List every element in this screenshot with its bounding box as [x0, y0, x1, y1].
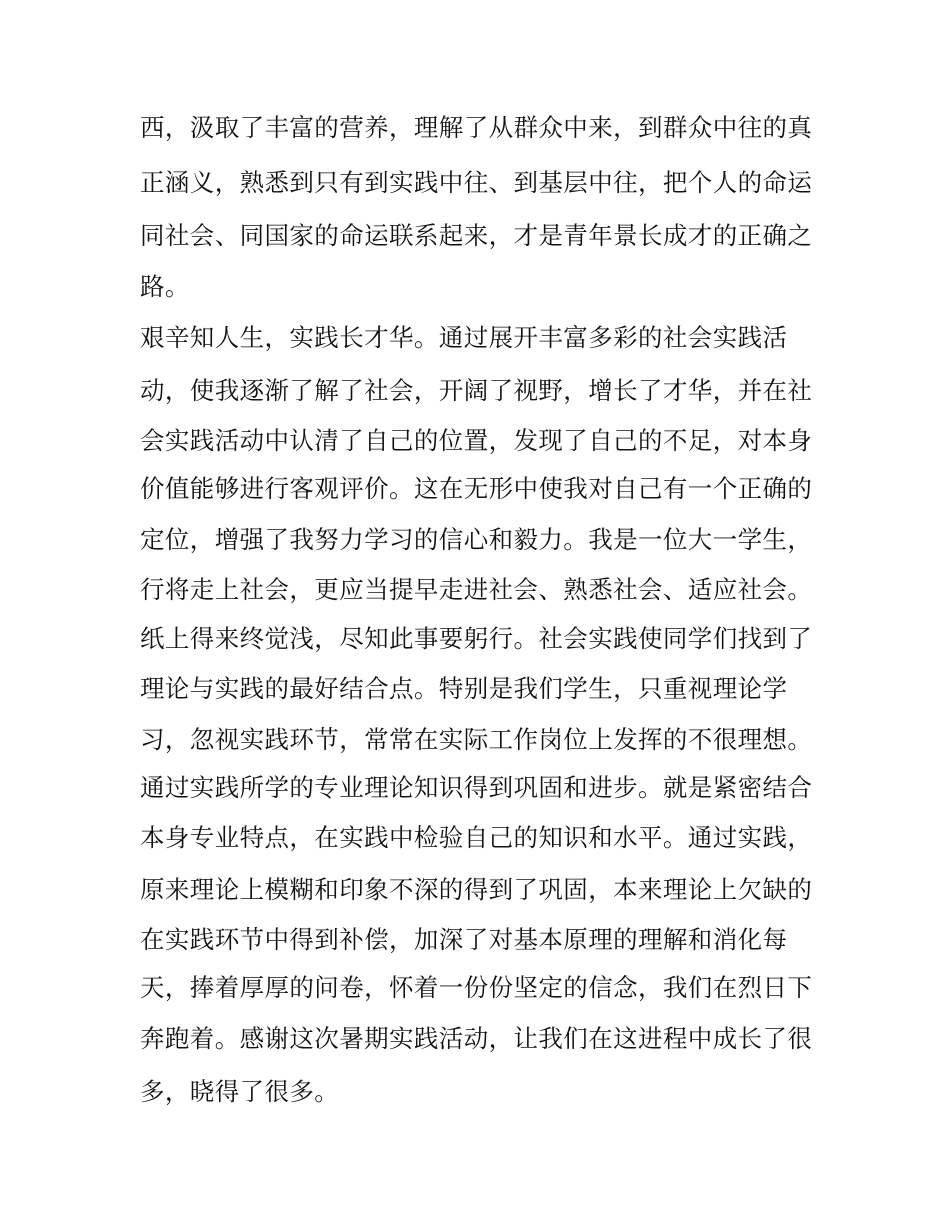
text-line: 行将走上社会，更应当提早走进社会、熟悉社会、适应社会。 [140, 575, 813, 604]
text-line: 本身专业特点，在实践中检验自己的知识和水平。通过实践， [140, 823, 813, 852]
text-line: 纸上得来终觉浅，尽知此事要躬行。社会实践使同学们找到了 [140, 624, 813, 653]
text-line: 在实践环节中得到补偿，加深了对基本原理的理解和消化每 [140, 925, 788, 954]
text-line: 定位，增强了我努力学习的信心和毅力。我是一位大一学生， [140, 525, 813, 554]
text-line: 正涵义，熟悉到只有到实践中往、到基层中往，把个人的命运 [140, 168, 813, 197]
text-line: 原来理论上模糊和印象不深的得到了巩固，本来理论上欠缺的 [140, 875, 813, 904]
text-line: 会实践活动中认清了自己的位置，发现了自己的不足，对本身 [140, 426, 813, 455]
text-line: 多，晓得了很多。 [140, 1077, 340, 1106]
text-line: 西，汲取了丰富的营养，理解了从群众中来，到群众中往的真 [140, 113, 813, 142]
text-line: 奔跑着。感谢这次暑期实践活动，让我们在这进程中成长了很 [140, 1024, 813, 1053]
text-line: 同社会、同国家的命运联系起来，才是青年景长成才的正确之 [140, 221, 813, 250]
text-line: 艰辛知人生，实践长才华。通过展开丰富多彩的社会实践活 [140, 323, 788, 352]
text-line: 习，忽视实践环节，常常在实际工作岗位上发挥的不很理想。 [140, 725, 813, 754]
text-line: 通过实践所学的专业理论知识得到巩固和进步。就是紧密结合 [140, 773, 813, 802]
text-line: 理论与实践的最好结合点。特别是我们学生，只重视理论学 [140, 674, 788, 703]
text-line: 路。 [140, 272, 190, 301]
text-line: 动，使我逐渐了解了社会，开阔了视野，增长了才华，并在社 [140, 376, 813, 405]
text-line: 天，捧着厚厚的问卷，怀着一份份坚定的信念，我们在烈日下 [140, 973, 813, 1002]
text-line: 价值能够进行客观评价。这在无形中使我对自己有一个正确的 [140, 474, 813, 503]
